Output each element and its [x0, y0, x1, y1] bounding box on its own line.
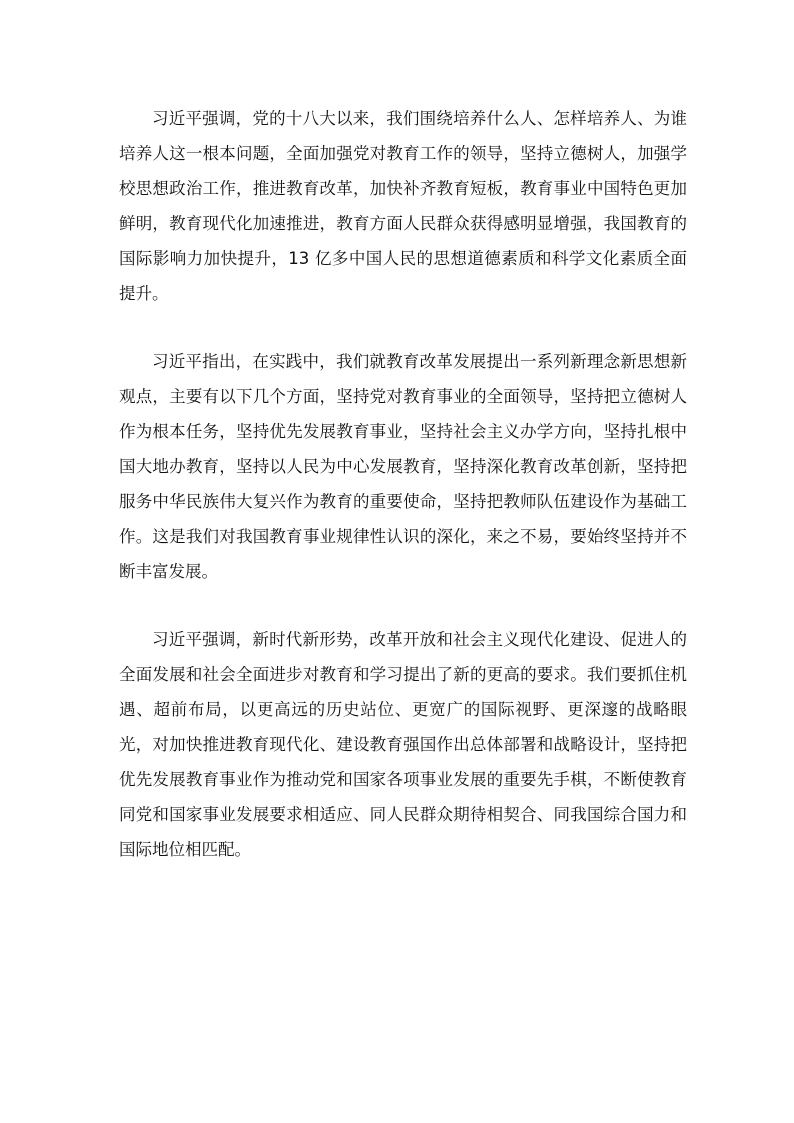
document-body: [119, 101, 687, 900]
paragraph-2: 习近平指出，在实践中，我们就教育改革发展提出一系列新理念新思想新观点，主要有以下几个方面，坚持党对教育事业的全面领导，坚持把立德树人作为根本任务，坚持优先发展教育事业，坚持社会主义办学方向，坚持扎根中国大地办教育，坚持以人民为中心发展教育，坚持深化教育改革创新，坚持把服务中华民族伟大复兴作为教育的重要使命，坚持把教师队伍建设作为基础工作。这是我们对我国教育事业规律性认识的深化，来之不易，要始终坚持并不断丰富发展。: [119, 352, 687, 581]
paragraph-1: 习近平强调，党的十八大以来，我们围绕培养什么人、怎样培养人、为谁培养人这一根本问题，全面加强党对教育工作的领导，坚持立德树人，加强学校思想政治工作，推进教育改革，加快补齐教育短板，教育事业中国特色更加鲜明，教育现代化加速推进，教育方面人民群众获得感明显增强，我国教育的国际影响力加快提升，13 亿多中国人民的思想道德素质和科学文化素质全面提升。: [119, 109, 687, 303]
paragraph-3: 习近平强调，新时代新形势，改革开放和社会主义现代化建设、促进人的全面发展和社会全面进步对教育和学习提出了新的更高的要求。我们要抓住机遇、超前布局，以更高远的历史站位、更宽广的国际视野、更深邃的战略眼光，对加快推进教育现代化、建设教育强国作出总体部署和战略设计，坚持把优先发展教育事业作为推动党和国家各项事业发展的重要先手棋，不断使教育同党和国家事业发展要求相适应、同人民群众期待相契合、同我国综合国力和国际地位相匹配。: [119, 630, 687, 859]
